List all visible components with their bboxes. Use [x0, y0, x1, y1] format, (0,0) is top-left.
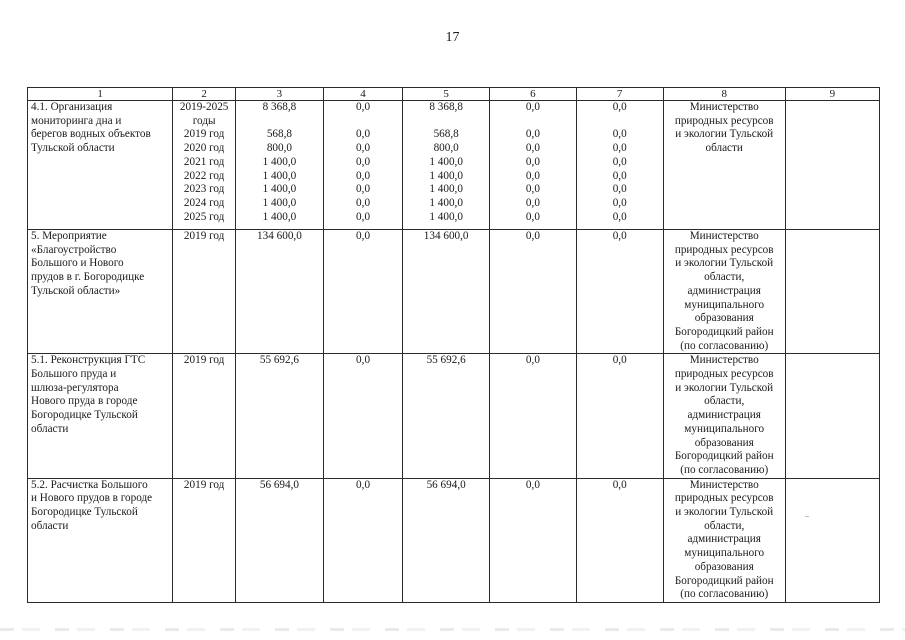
amount-col7-line: 0,0: [612, 196, 627, 209]
amount-col4-cell: [323, 230, 402, 354]
amount-col6-line: 0,0: [525, 354, 540, 367]
total-amount-line: 56 694,0: [259, 478, 299, 491]
period-cell: [173, 101, 236, 230]
executor-cell: [663, 354, 785, 478]
column-header: 7: [576, 88, 663, 101]
total-amount-cell: [236, 230, 324, 354]
executor-line: Министерство: [689, 478, 759, 491]
total-amount-line: 1 400,0: [262, 196, 297, 209]
column-header: 1: [28, 88, 173, 101]
measure-name-line: Богородицке Тульской: [31, 409, 138, 422]
executor-line: области: [705, 142, 743, 155]
period-line: 2019 год: [183, 354, 225, 367]
amount-col7-cell: [576, 478, 663, 602]
period-line: 2021 год: [183, 155, 225, 168]
measure-name-line: Богородицке Тульской: [31, 506, 138, 519]
amount-col4-cell: [323, 478, 402, 602]
executor-line: образования: [694, 436, 754, 449]
amount-col5-line: 55 692,6: [426, 354, 466, 367]
table-row: [28, 478, 880, 602]
executor-cell: [663, 101, 785, 230]
executor-line: и экологии Тульской: [675, 381, 774, 394]
amount-col4-line: 0,0: [356, 101, 371, 113]
executor-cell: [663, 230, 785, 354]
measure-name-line: мониторинга дна и: [31, 114, 122, 127]
table-row: [28, 230, 880, 354]
amount-col5-cell: [403, 354, 490, 478]
amount-col7-line: 0,0: [612, 354, 627, 367]
executor-line: Богородицкий район: [674, 574, 774, 587]
measure-name-line: Большого и Нового: [31, 257, 124, 270]
total-amount-cell: [236, 101, 324, 230]
column-header: 5: [403, 88, 490, 101]
executor-line: образования: [694, 560, 754, 573]
amount-col4-line: 0,0: [356, 128, 371, 141]
period-cell: [173, 230, 236, 354]
measure-name-line: Тульской области: [31, 142, 115, 155]
measure-name-line: прудов в г. Богородицке: [31, 271, 145, 284]
period-line: 2023 год: [183, 183, 225, 196]
executor-line: администрация: [687, 284, 761, 297]
executor-line: Министерство: [689, 230, 759, 242]
total-amount-line: 55 692,6: [259, 354, 299, 367]
amount-col5-cell: [403, 230, 490, 354]
executor-line: Богородицкий район: [674, 325, 774, 338]
amount-col4-cell: [323, 101, 402, 230]
measure-name-cell: [28, 101, 173, 230]
measure-name-line: Тульской области»: [31, 284, 121, 297]
executor-line: природных ресурсов: [674, 114, 774, 127]
amount-col4-cell: [323, 354, 402, 478]
period-cell: [173, 354, 236, 478]
column-header-row: [28, 88, 880, 101]
amount-col4-line: 0,0: [356, 478, 371, 491]
executor-line: области,: [704, 519, 745, 532]
total-amount-line: 1 400,0: [262, 210, 297, 223]
amount-col7-line: 0,0: [612, 230, 627, 242]
amount-col4-line: 0,0: [356, 142, 371, 155]
executor-cell: [663, 478, 785, 602]
measure-name-line: берегов водных объектов: [31, 128, 151, 141]
total-amount-cell: [236, 478, 324, 602]
total-amount-line: 1 400,0: [262, 183, 297, 196]
amount-col7-line: 0,0: [612, 128, 627, 141]
table-row: [28, 354, 880, 478]
period-line: 2022 год: [183, 169, 225, 182]
column-header: 3: [236, 88, 324, 101]
executor-line: (по согласованию): [680, 588, 769, 601]
amount-col7-line: [580, 115, 660, 129]
amount-col5-line: 134 600,0: [423, 230, 469, 242]
measure-name-line: Нового пруда в городе: [31, 395, 138, 408]
total-amount-line: 800,0: [266, 142, 292, 155]
executor-line: и экологии Тульской: [675, 257, 774, 270]
amount-col6-line: 0,0: [525, 142, 540, 155]
executor-line: области,: [704, 395, 745, 408]
measure-name-line: 4.1. Организация: [31, 101, 113, 113]
executor-line: муниципального: [684, 547, 765, 560]
executor-line: и экологии Тульской: [675, 128, 774, 141]
column-header: 4: [323, 88, 402, 101]
period-line: 2024 год: [183, 196, 225, 209]
amount-col6-line: 0,0: [525, 478, 540, 491]
amount-col5-cell: [403, 101, 490, 230]
amount-col7-line: 0,0: [612, 210, 627, 223]
measure-name-line: «Благоустройство: [31, 243, 117, 256]
period-cell: [173, 478, 236, 602]
period-line: 2020 год: [183, 142, 225, 155]
note-cell: [785, 101, 879, 230]
amount-col4-line: 0,0: [356, 155, 371, 168]
amount-col5-line: 568,8: [433, 128, 459, 141]
amount-col5-line: [406, 115, 486, 129]
amount-col7-line: 0,0: [612, 142, 627, 155]
page-number: 17: [445, 30, 460, 45]
measure-name-cell: [28, 478, 173, 602]
amount-col6-line: 0,0: [525, 210, 540, 223]
amount-col6-cell: [490, 478, 577, 602]
amount-col6-line: 0,0: [525, 101, 540, 113]
executor-line: администрация: [687, 533, 761, 546]
amount-col7-line: 0,0: [612, 478, 627, 491]
measure-name-line: 5. Мероприятие: [31, 230, 107, 242]
amount-col5-line: 1 400,0: [429, 183, 463, 196]
amount-col7-line: 0,0: [612, 101, 627, 113]
period-line: 2019 год: [183, 478, 225, 491]
executor-line: образования: [694, 312, 754, 325]
amount-col6-line: 0,0: [525, 183, 540, 196]
amount-col7-line: 0,0: [612, 155, 627, 168]
measure-name-line: шлюза-регулятора: [31, 381, 119, 394]
executor-line: Министерство: [689, 101, 759, 113]
executor-line: природных ресурсов: [674, 368, 774, 381]
amount-col5-line: 1 400,0: [429, 155, 463, 168]
column-header: 8: [663, 88, 785, 101]
amount-col7-cell: [576, 354, 663, 478]
executor-line: (по согласованию): [680, 463, 769, 476]
executor-line: природных ресурсов: [674, 492, 774, 505]
total-amount-line: 568,8: [266, 128, 292, 141]
amount-col7-cell: [576, 101, 663, 230]
amount-col5-line: 1 400,0: [429, 169, 463, 182]
amount-col6-line: 0,0: [525, 155, 540, 168]
amount-col4-line: [327, 115, 399, 129]
total-amount-cell: [236, 354, 324, 478]
period-line: 2019-2025: [179, 101, 229, 113]
scan-speck: [805, 516, 809, 517]
note-cell: [785, 354, 879, 478]
amount-col6-cell: [490, 230, 577, 354]
amount-col5-cell: [403, 478, 490, 602]
total-amount-line: 134 600,0: [257, 230, 302, 242]
total-amount-line: 1 400,0: [262, 155, 297, 168]
amount-col4-line: 0,0: [356, 169, 371, 182]
column-header: 6: [490, 88, 577, 101]
amount-col6-line: [493, 115, 573, 129]
amount-col5-line: 56 694,0: [426, 478, 466, 491]
measure-name-line: 5.2. Расчистка Большого: [31, 478, 148, 491]
amount-col6-line: 0,0: [525, 196, 540, 209]
executor-line: (по согласованию): [680, 339, 769, 352]
amount-col6-cell: [490, 354, 577, 478]
amount-col7-line: 0,0: [612, 183, 627, 196]
amount-col7-cell: [576, 230, 663, 354]
scan-artifact: [0, 628, 905, 631]
amount-col5-line: 8 368,8: [429, 101, 463, 113]
total-amount-line: 8 368,8: [262, 101, 297, 113]
measure-name-line: области: [31, 422, 69, 435]
executor-line: муниципального: [684, 422, 765, 435]
executor-line: области,: [704, 271, 745, 284]
executor-line: Министерство: [689, 354, 759, 367]
amount-col4-line: 0,0: [356, 196, 371, 209]
measure-name-line: и Нового прудов в городе: [31, 492, 153, 505]
amount-col4-line: 0,0: [356, 183, 371, 196]
amount-col4-line: 0,0: [356, 210, 371, 223]
amount-col6-line: 0,0: [525, 230, 540, 242]
amount-col7-line: 0,0: [612, 169, 627, 182]
executor-line: Богородицкий район: [674, 450, 774, 463]
executor-line: администрация: [687, 409, 761, 422]
period-line: 2025 год: [183, 210, 225, 223]
amount-col6-cell: [490, 101, 577, 230]
period-line: годы: [192, 114, 216, 127]
measure-name-cell: [28, 354, 173, 478]
column-header: 2: [173, 88, 236, 101]
note-cell: [785, 230, 879, 354]
period-line: 2019 год: [183, 128, 225, 141]
measure-name-cell: [28, 230, 173, 354]
total-amount-line: 1 400,0: [262, 169, 297, 182]
amount-col4-line: 0,0: [356, 354, 371, 367]
amount-col6-line: 0,0: [525, 169, 540, 182]
amount-col5-line: 1 400,0: [429, 210, 463, 223]
measure-name-line: 5.1. Реконструкция ГТС: [31, 354, 146, 367]
amount-col6-line: 0,0: [525, 128, 540, 141]
column-header: 9: [785, 88, 879, 101]
executor-line: природных ресурсов: [674, 243, 774, 256]
program-table: [27, 87, 880, 603]
amount-col5-line: 1 400,0: [429, 196, 463, 209]
note-cell: [785, 478, 879, 602]
measure-name-line: Большого пруда и: [31, 368, 117, 381]
table-row: [28, 101, 880, 230]
executor-line: и экологии Тульской: [675, 506, 774, 519]
total-amount-line: [239, 115, 320, 129]
period-line: 2019 год: [183, 230, 225, 242]
measure-name-line: области: [31, 519, 69, 532]
executor-line: муниципального: [684, 298, 765, 311]
amount-col4-line: 0,0: [356, 230, 371, 242]
amount-col5-line: 800,0: [433, 142, 459, 155]
